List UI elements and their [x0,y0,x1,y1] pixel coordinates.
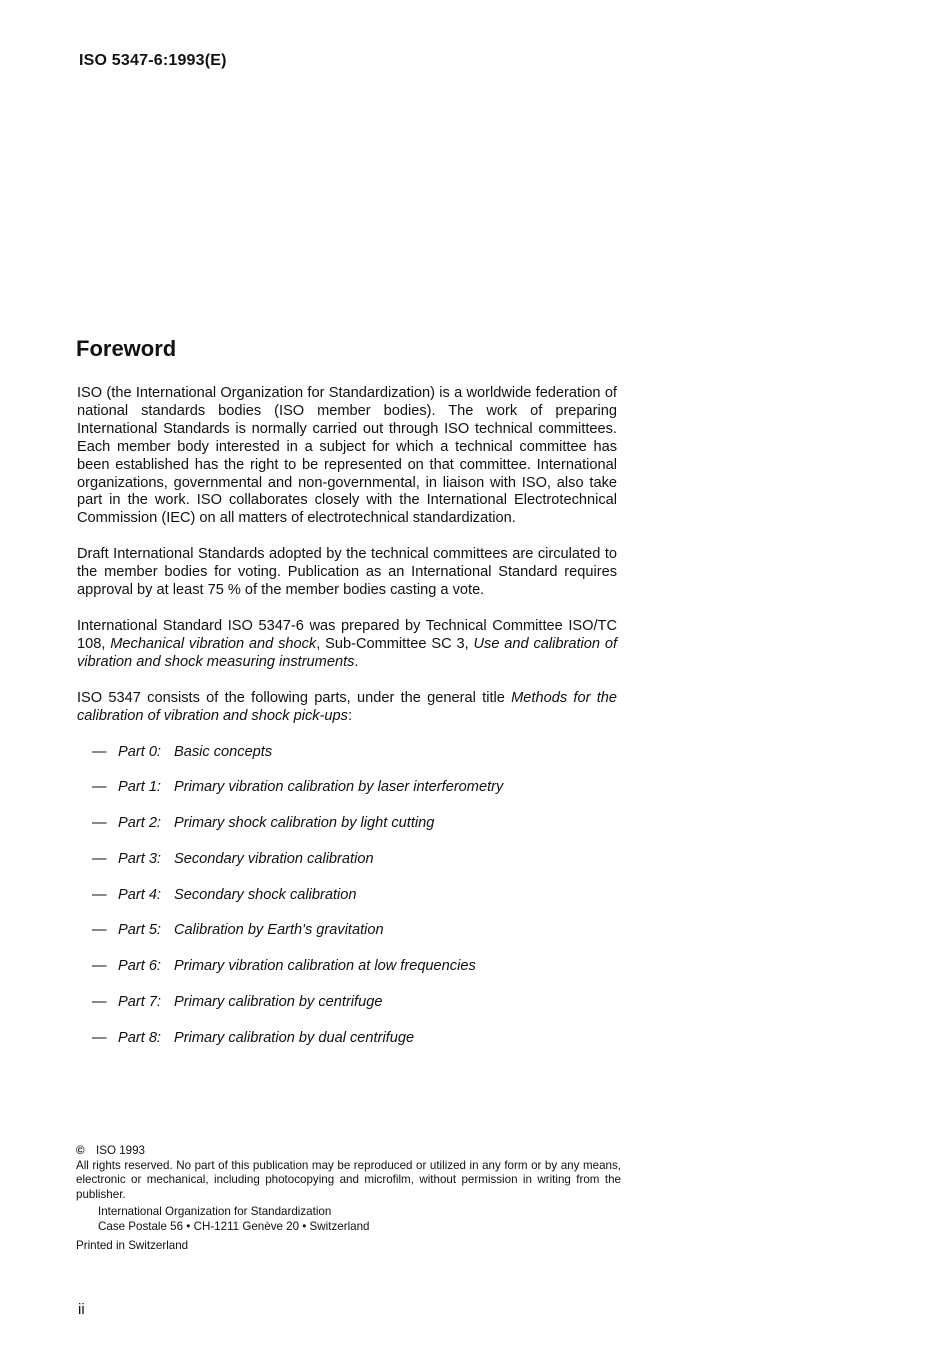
foreword-body [77,385,617,1066]
list-item [92,851,617,887]
list-dash: — [92,1029,107,1046]
list-dash: — [92,850,107,867]
list-item [92,815,617,851]
foreword-paragraph-2: Draft International Standards adopted by the technical committees are circulated to the member bodies for voting. Publication as an International Standard requires approval by at least 75 % of the member bodies casting a vote. [77,546,617,599]
foreword-paragraph-4 [77,690,617,726]
tc-title: Mechanical vibration and shock [110,635,317,652]
list-dash: — [92,994,107,1011]
part-label: Part 4: [118,886,161,903]
page-number: ii [78,1301,85,1318]
para3-text-b: , Sub-Committee SC 3, [316,635,474,652]
part-title: Primary vibration calibration at low frequencies [174,958,476,975]
parts-list [77,744,617,1066]
para3-text-c: . [354,653,359,670]
foreword-title: Foreword [76,336,177,361]
part-title: Secondary shock calibration [174,886,357,903]
rights-statement: All rights reserved. No part of this publication may be reproduced or utilized in any form or by any means, electronic or mechanical, including photocopying and microfilm, without permission in writing from the publisher. [76,1158,621,1201]
part-label: Part 1: [118,779,161,796]
part-title: Primary shock calibration by light cutting [174,815,435,832]
para3-text-a: International Standard ISO 5347-6 was prepared by Technical Committee ISO/TC 108, [77,617,617,652]
list-item [92,887,617,923]
printed-in: Printed in Switzerland [76,1238,189,1252]
list-dash: — [92,886,107,903]
part-title: Primary vibration calibration by laser interferometry [174,779,504,796]
postal-address: Case Postale 56 • CH-1211 Genève 20 • Switzerland [98,1219,370,1233]
publisher-address [98,1205,621,1234]
part-label: Part 0: [118,743,161,760]
part-label: Part 2: [118,815,161,832]
list-dash: — [92,779,107,796]
list-item [92,994,617,1030]
part-label: Part 3: [118,850,161,867]
part-label: Part 6: [118,958,161,975]
part-label: Part 7: [118,994,161,1011]
para4-text-b: : [347,707,353,724]
copyright-symbol: © [76,1144,85,1157]
sc-title: Use and calibration of vibration and shock measuring instruments [77,635,617,670]
part-title: Secondary vibration calibration [174,850,374,867]
list-item [92,958,617,994]
general-title: Methods for the calibration of vibration and shock pick-ups [77,689,617,724]
list-item [92,744,617,780]
list-dash: — [92,922,107,939]
part-title: Primary calibration by dual centrifuge [174,1029,415,1046]
list-dash: — [92,815,107,832]
foreword-paragraph-3 [77,618,617,672]
part-title: Basic concepts [174,743,273,760]
document-code: ISO 5347-6:1993(E) [79,52,227,69]
copyright-holder-year: ISO 1993 [96,1144,145,1157]
copyright-line [76,1144,621,1159]
list-item [92,922,617,958]
publisher-name: International Organization for Standardization [98,1205,332,1219]
list-item [92,779,617,815]
list-dash: — [92,743,107,760]
part-title: Calibration by Earth's gravitation [174,922,384,939]
copyright-notice [76,1144,621,1253]
foreword-paragraph-1: ISO (the International Organization for Standardization) is a worldwide federation of national standards bodies (ISO member bodies). The work of preparing International Standards is normally carried out through ISO technical committees. Each member body interested in a subject for which a technical committee has been established has the right to be represented on that committee. International organizations, governmental and non-governmental, in liaison with ISO, also take part in the work. ISO collaborates closely with the International Electrotechnical Commission (IEC) on all matters of electrotechnical standardization. [77,385,617,527]
list-dash: — [92,958,107,975]
part-title: Primary calibration by centrifuge [174,994,383,1011]
para4-text-a: ISO 5347 consists of the following parts, under the general title [77,689,512,706]
part-label: Part 5: [118,922,161,939]
part-label: Part 8: [118,1029,161,1046]
list-item [92,1030,617,1066]
